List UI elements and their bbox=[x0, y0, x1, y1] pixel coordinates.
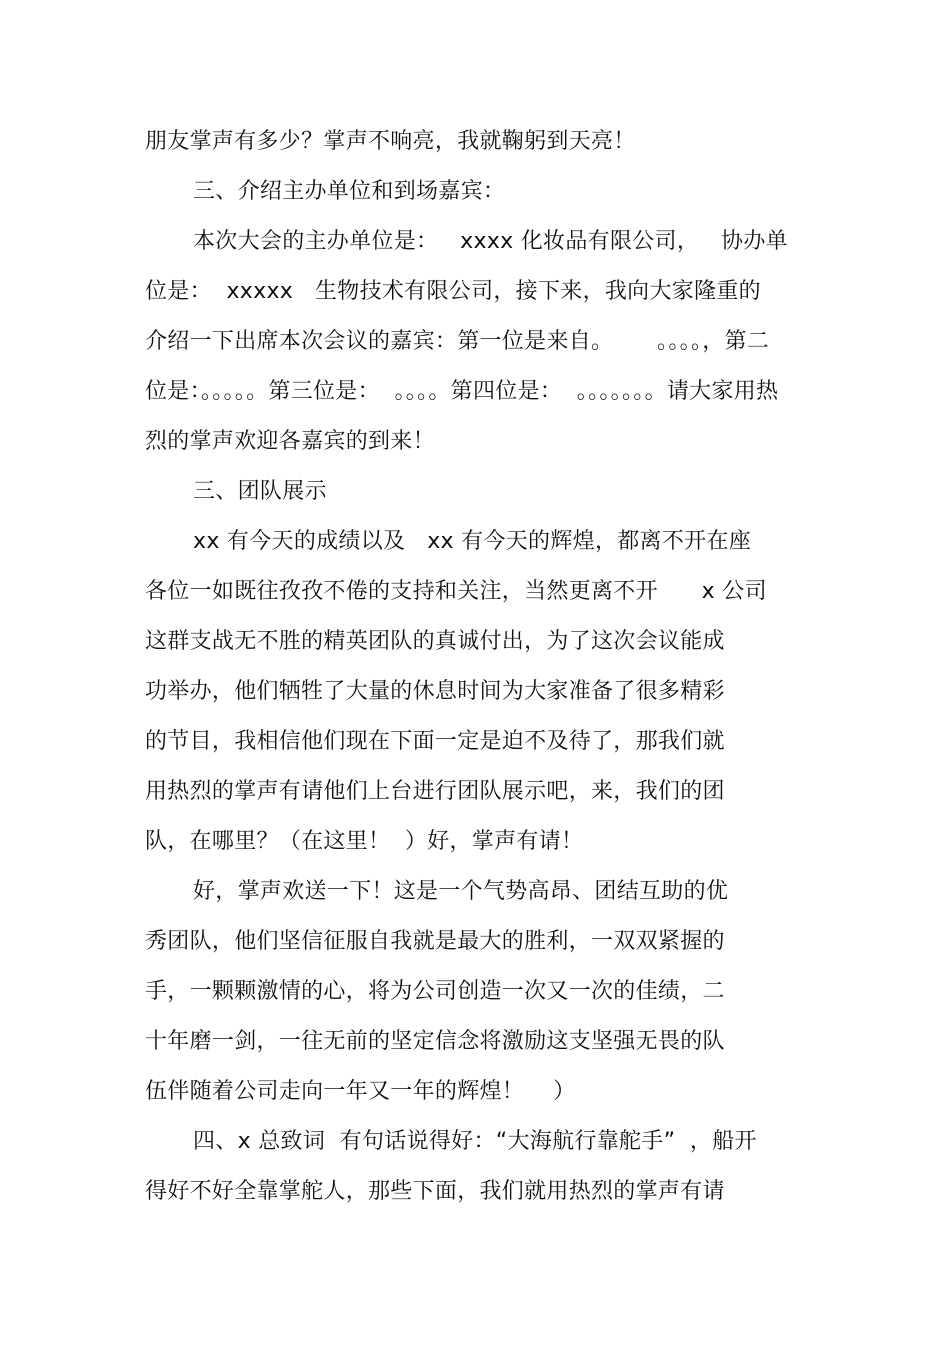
section-heading: 三、介绍主办单位和到场嘉宾： bbox=[193, 179, 506, 204]
text-line: 手，一颗颗激情的心，将为公司创造一次又一次的佳绩，二 bbox=[145, 979, 725, 1004]
section-heading: 四、x 总致词 有句话说得好：“大海航行靠舵手” ，船开 bbox=[193, 1129, 757, 1154]
text-line: 的节目，我相信他们现在下面一定是迫不及待了，那我们就 bbox=[145, 729, 725, 754]
text-line: 秀团队，他们坚信征服自我就是最大的胜利，一双双紧握的 bbox=[145, 929, 725, 954]
text-line: 队，在哪里？（在这里！ ）好，掌声有请！ bbox=[145, 829, 584, 854]
text-line: 伍伴随着公司走向一年又一年的辉煌！ ） bbox=[145, 1079, 576, 1104]
text-line: 用热烈的掌声有请他们上台进行团队展示吧，来，我们的团 bbox=[145, 779, 725, 804]
text-line: 各位一如既往孜孜不倦的支持和关注，当然更离不开 x 公司 bbox=[145, 579, 767, 604]
text-line: 位是：。。。。。第三位是： 。。。。第四位是： 。。。。。。。请大家用热 bbox=[145, 379, 779, 404]
text-line: 好，掌声欢送一下！这是一个气势高昂、团结互助的优 bbox=[193, 879, 729, 904]
text-line: 朋友掌声有多少？掌声不响亮，我就鞠躬到天亮！ bbox=[145, 129, 636, 154]
text-line: 得好不好全靠掌舵人，那些下面，我们就用热烈的掌声有请 bbox=[145, 1179, 725, 1204]
text-line: 位是： xxxxx 生物技术有限公司，接下来，我向大家隆重的 bbox=[145, 279, 761, 304]
text-line: 介绍一下出席本次会议的嘉宾：第一位是来自。 。。。。，第二 bbox=[145, 329, 770, 354]
text-line: xx 有今天的成绩以及 xx 有今天的辉煌，都离不开在座 bbox=[193, 529, 752, 554]
text-line: 烈的掌声欢迎各嘉宾的到来！ bbox=[145, 429, 435, 454]
text-line: 本次大会的主办单位是： xxxx 化妆品有限公司， 协办单 bbox=[193, 229, 788, 254]
text-line: 十年磨一剑，一往无前的坚定信念将激励这支坚强无畏的队 bbox=[145, 1029, 725, 1054]
text-line: 这群支战无不胜的精英团队的真诚付出，为了这次会议能成 bbox=[145, 629, 725, 654]
text-line: 功举办，他们牺牲了大量的休息时间为大家准备了很多精彩 bbox=[145, 679, 725, 704]
section-heading: 三、团队展示 bbox=[193, 479, 327, 504]
